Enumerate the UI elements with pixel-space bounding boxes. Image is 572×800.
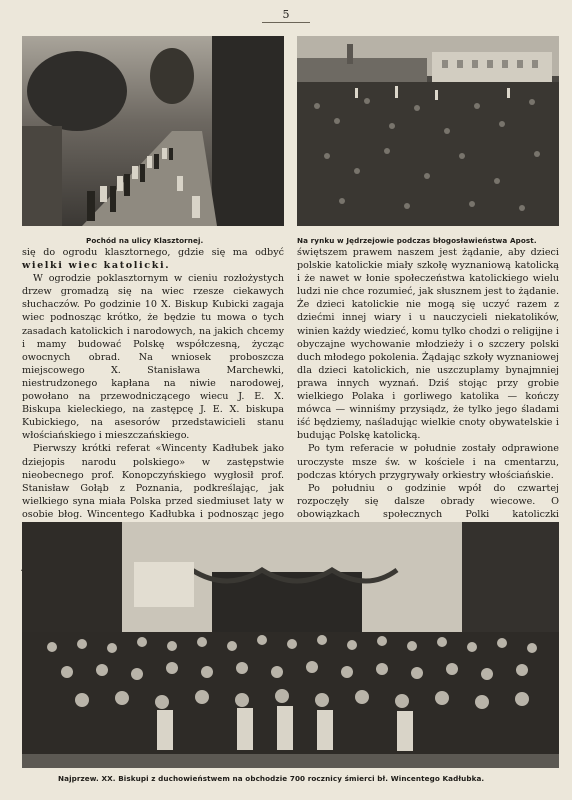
right-paragraph-3: Po południu o godzinie wpół do czwartej rozpoczęły się dalsze obrady wiecowe. O obowiązkach społecznych Polki katoliczki — [297, 482, 559, 520]
photo-market-caption: Na rynku w Jędrzejowie podczas błogosławieństwa Apost. — [297, 236, 537, 245]
left-p1-text: się do ogrodu klasztornego, gdzie się ma odbyć — [22, 247, 284, 258]
left-paragraph-3: Pierwszy krótki referat «Wincenty Kadłubek jako dziejopis narodu polskiego» w zastępstwie nieobecnego prof. Konopczyńskiego wygłosił prof. Stanisław Gołąb z Poznania, podkreślając, jak wielkiego syna miała Polska przed siedmiuset laty w osobie błog. Wincentego Kadłubka i podnosząc jego — [22, 443, 284, 520]
photo-bishops-group — [22, 522, 559, 768]
page-number-rule — [262, 22, 310, 23]
left-p1-spaced-text: wielki wiec katolicki. — [22, 260, 171, 272]
left-paragraph-2: W ogrodzie poklasztornym w cieniu rozłożystych drzew gromadzą się na wiec rzesze ciekawych słuchaczów. Po godzinie 10 X. Biskup Kubicki zagaja wiec podnosząc krótko, że będzie tu mowa o tych zasadach katolickich i narodowych, na jakich chcemy i mamy budować Polskę współczesną, życząc owocnych obrad. Na wniosek proboszcza miejscowego X. Stanisława Marchewki, niestrudzonego kapłana na niwie narodowej, powołano na przewodniczącego wiecu J. E. X. Biskupa kieleckiego, na zastępcę J. E. X. biskupa Kubickiego, na asesorów przedstawicieli stanu włościańskiego i mieszczańskiego. — [22, 273, 284, 442]
photo-bishops-group-image — [22, 522, 559, 768]
photo-procession-street-image — [22, 36, 284, 226]
photo-bishops-caption: Najprzew. XX. Biskupi z duchowieństwem na obchodzie 700 rocznicy śmierci bł. Wincentego Kadłubka. — [58, 774, 485, 783]
right-paragraph-1: świętszem prawem naszem jest żądanie, aby dzieci polskie katolickie miały szkołę wyznaniową katolicką i że nawet w łonie społeczeństwa katolickiego wielu ludzi nie chce rozumieć, jak słusznem jest to żądanie. Że dzieci katolickie nie mogą się uczyć razem z dziećmi innej wiary i u nauczycieli niekatolików, winien każdy wiedzieć, komu tylko chodzi o religijne i obyczajne wychowanie młodzieży i o szczery polski duch młodego pokolenia. Żądając szkoły wyznaniowej dla dzieci katolickich, nie uszczuplamy bynajmniej prawa innych wyznań. Dziś stojąc przy grobie wielkiego Polaka i gorliwego katolika — kończy mówca — winniśmy przysiądz, że tylko jego śladami iść będziemy, naśladując wielkie cnoty obywatelskie i budując Polskę katolicką. — [297, 247, 559, 442]
left-paragraph-1 — [22, 246, 284, 272]
photo-procession-caption: Pochód na ulicy Klasztornej. — [86, 236, 204, 245]
right-paragraph-2: Po tym referacie w południe zostały odprawione uroczyste msze św. w kościele i na cmentarzu, podczas których przygrywały orkiestry włościańskie. — [297, 443, 559, 481]
photo-market-square — [297, 36, 559, 226]
photo-market-square-image — [297, 36, 559, 226]
page-number: 5 — [282, 8, 290, 21]
photo-procession-street — [22, 36, 284, 226]
